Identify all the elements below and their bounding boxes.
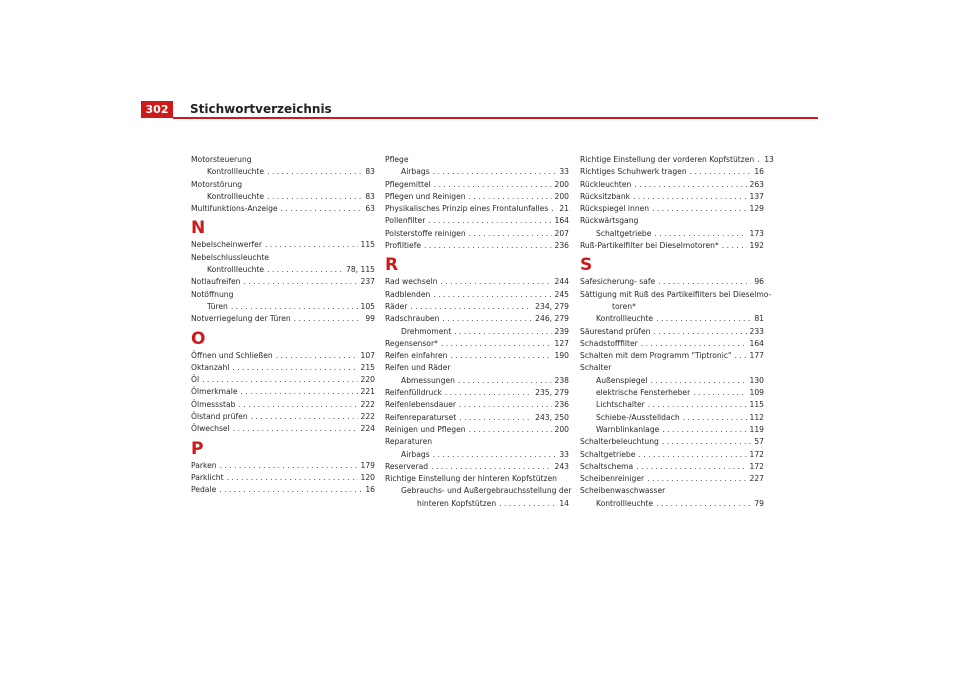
- dot-leader: [231, 301, 358, 313]
- dot-leader: [641, 338, 747, 350]
- index-subentry: [191, 264, 375, 276]
- entry-page-ref: 83: [365, 167, 375, 177]
- dot-leader: [662, 436, 751, 448]
- entry-term: Physikalisches Prinzip eines Frontalunfalles: [385, 204, 549, 214]
- entry-term: Parklicht: [191, 472, 224, 482]
- entry-term: Öl: [191, 375, 200, 385]
- entry-term: Reparaturen: [385, 437, 433, 447]
- dot-leader: [267, 191, 362, 203]
- index-entry: [580, 485, 764, 497]
- dot-leader: [658, 276, 751, 288]
- dot-leader: [233, 423, 358, 435]
- index-entry: [385, 191, 569, 203]
- index-entry: [580, 449, 764, 461]
- entry-term: Warnblinkanlage: [596, 424, 660, 434]
- dot-leader: [633, 191, 746, 203]
- entry-page-ref: 207: [554, 228, 569, 238]
- index-subentry: [385, 485, 572, 497]
- index-entry: [580, 350, 764, 362]
- dot-leader: [722, 240, 747, 252]
- index-subentry: [385, 166, 569, 178]
- index-entry: [385, 228, 569, 240]
- index-subentry: [191, 166, 375, 178]
- entry-page-ref: 172: [749, 449, 764, 459]
- dot-leader: [433, 449, 557, 461]
- entry-term: Säurestand prüfen: [580, 326, 651, 336]
- entry-page-ref: 130: [749, 375, 764, 385]
- index-subentry: [580, 313, 764, 325]
- entry-term: Scheibenwaschwasser: [580, 486, 666, 496]
- dot-leader: [652, 203, 746, 215]
- dot-leader: [424, 240, 551, 252]
- index-subentry: [191, 301, 375, 313]
- index-subentry: [580, 412, 764, 424]
- index-entry: [191, 386, 375, 398]
- entry-page-ref: 57: [754, 437, 764, 447]
- dot-leader: [638, 449, 746, 461]
- entry-page-ref: 238: [554, 375, 569, 385]
- entry-page-ref: 33: [559, 449, 569, 459]
- entry-term: Airbags: [401, 449, 430, 459]
- entry-term: Abmessungen: [401, 375, 455, 385]
- index-entry: [385, 215, 569, 227]
- entry-term: Lichtschalter: [596, 400, 645, 410]
- dot-leader: [662, 424, 746, 436]
- index-entry: [385, 240, 569, 252]
- entry-page-ref: 105: [360, 301, 375, 311]
- entry-term: Ölwechsel: [191, 424, 230, 434]
- dot-leader: [219, 484, 362, 496]
- entry-term: Scheibenreiniger: [580, 474, 645, 484]
- entry-term: Räder: [385, 301, 408, 311]
- dot-leader: [243, 276, 357, 288]
- index-entry: [580, 326, 764, 338]
- index-entry: [191, 411, 375, 423]
- entry-term: Sättigung mit Ruß des Partikelfilters bei Dieselmo-: [580, 289, 772, 299]
- index-column-1: [191, 154, 375, 497]
- entry-term: Kontrollleuchte: [207, 167, 265, 177]
- index-entry: [385, 289, 569, 301]
- page-title: Stichwortverzeichnis: [190, 102, 332, 116]
- entry-term: Reifenreparaturset: [385, 412, 457, 422]
- dot-leader: [656, 498, 751, 510]
- entry-term: Schalten mit dem Programm "Tiptronic": [580, 351, 732, 361]
- entry-page-ref: 164: [554, 216, 569, 226]
- entry-page-ref: 221: [360, 387, 375, 397]
- entry-page-ref: 83: [365, 191, 375, 201]
- entry-term: Reinigen und Pflegen: [385, 424, 466, 434]
- index-entry: [385, 179, 569, 191]
- index-subentry: [385, 375, 569, 387]
- entry-page-ref: 233: [749, 326, 764, 336]
- index-entry: [191, 423, 375, 435]
- entry-page-ref: 112: [749, 412, 764, 422]
- index-entry: [191, 374, 375, 386]
- index-entry: [191, 239, 375, 251]
- dot-leader: [735, 350, 747, 362]
- entry-term: Reifenlebensdauer: [385, 400, 456, 410]
- index-entry: [580, 215, 764, 227]
- dot-leader: [431, 461, 551, 473]
- section-letter: N: [191, 218, 206, 239]
- index-subentry: [580, 301, 764, 313]
- index-entry: [191, 399, 375, 411]
- dot-leader: [647, 473, 746, 485]
- index-entry: [385, 412, 569, 424]
- entry-page-ref: 200: [554, 424, 569, 434]
- index-subentry: [580, 387, 764, 399]
- entry-page-ref: 215: [360, 362, 375, 372]
- entry-term: Richtiges Schuhwerk tragen: [580, 167, 687, 177]
- dot-leader: [683, 412, 747, 424]
- entry-page-ref: 115: [360, 240, 375, 250]
- dot-leader: [757, 154, 761, 166]
- page-number: 302: [141, 101, 173, 118]
- entry-term: Drehmoment: [401, 326, 452, 336]
- entry-page-ref: 21: [559, 204, 569, 214]
- dot-leader: [440, 276, 551, 288]
- index-entry: [580, 179, 764, 191]
- index-entry: [191, 252, 375, 264]
- dot-leader: [634, 179, 746, 191]
- entry-page-ref: 78, 115: [346, 265, 375, 275]
- entry-page-ref: 220: [360, 375, 375, 385]
- entry-page-ref: 177: [749, 351, 764, 361]
- dot-leader: [202, 374, 357, 386]
- index-entry: [385, 301, 569, 313]
- entry-page-ref: 222: [360, 412, 375, 422]
- index-entry: [385, 203, 569, 215]
- dot-leader: [650, 375, 746, 387]
- entry-page-ref: 14: [559, 498, 569, 508]
- dot-leader: [693, 387, 746, 399]
- entry-term: Kontrollleuchte: [596, 498, 654, 508]
- entry-page-ref: 236: [554, 241, 569, 251]
- entry-page-ref: 200: [554, 179, 569, 189]
- entry-term: Rad wechseln: [385, 277, 438, 287]
- dot-leader: [450, 350, 551, 362]
- index-column-2: [385, 154, 572, 510]
- entry-term: Ruß-Partikelfilter bei Dieselmotoren*: [580, 241, 719, 251]
- entry-term: Schalter: [580, 363, 612, 373]
- index-entry: [191, 460, 375, 472]
- entry-term: Schalterbeleuchtung: [580, 437, 659, 447]
- index-entry: [191, 472, 375, 484]
- index-entry: [580, 473, 764, 485]
- index-entry: [191, 203, 375, 215]
- entry-term: toren*: [612, 301, 636, 311]
- index-entry: [191, 484, 375, 496]
- entry-page-ref: 164: [749, 338, 764, 348]
- entry-page-ref: 246, 279: [535, 314, 569, 324]
- index-entry: [385, 350, 569, 362]
- entry-term: Pflege: [385, 155, 409, 164]
- dot-leader: [433, 289, 551, 301]
- entry-page-ref: 107: [360, 350, 375, 360]
- entry-page-ref: 99: [365, 314, 375, 324]
- index-entry: [191, 276, 375, 288]
- entry-page-ref: 224: [360, 424, 375, 434]
- index-entry: [385, 276, 569, 288]
- entry-term: Rückspiegel innen: [580, 204, 650, 214]
- entry-term: Schaltgetriebe: [580, 449, 636, 459]
- entry-term: Radschrauben: [385, 314, 440, 324]
- index-entry: [385, 436, 569, 448]
- entry-term: Motorsteuerung: [191, 155, 252, 164]
- entry-term: Reserverad: [385, 461, 429, 471]
- entry-term: Pflegemittel: [385, 179, 431, 189]
- dot-leader: [469, 424, 552, 436]
- dot-leader: [276, 350, 358, 362]
- entry-term: Ölmerkmale: [191, 387, 238, 397]
- index-entry: [580, 154, 774, 166]
- entry-term: Schadstofffilter: [580, 338, 638, 348]
- entry-term: Ölstand prüfen: [191, 412, 248, 422]
- dot-leader: [459, 412, 532, 424]
- entry-term: Reifen einfahren: [385, 351, 448, 361]
- entry-term: Parken: [191, 460, 217, 470]
- entry-term: Öffnen und Schließen: [191, 350, 273, 360]
- entry-term: Pflegen und Reinigen: [385, 191, 466, 201]
- entry-term: Richtige Einstellung der vorderen Kopfstützen: [580, 155, 755, 164]
- dot-leader: [267, 166, 362, 178]
- dot-leader: [232, 362, 357, 374]
- entry-term: Gebrauchs- und Außergebrauchsstellung der: [401, 486, 572, 496]
- entry-term: Nebelschlussleuchte: [191, 252, 269, 262]
- entry-page-ref: 109: [749, 388, 764, 398]
- header-divider: [173, 117, 818, 119]
- index-subentry: [580, 399, 764, 411]
- entry-term: Notlaufreifen: [191, 277, 241, 287]
- section-letter: R: [385, 255, 399, 276]
- dot-leader: [551, 203, 556, 215]
- dot-leader: [220, 460, 358, 472]
- dot-leader: [434, 179, 552, 191]
- entry-page-ref: 33: [559, 167, 569, 177]
- entry-term: elektrische Fensterheber: [596, 388, 691, 398]
- entry-page-ref: 81: [754, 314, 764, 324]
- dot-leader: [454, 326, 551, 338]
- dot-leader: [654, 228, 746, 240]
- entry-page-ref: 227: [749, 474, 764, 484]
- entry-page-ref: 119: [749, 424, 764, 434]
- entry-term: Notöffnung: [191, 289, 234, 299]
- dot-leader: [265, 239, 358, 251]
- entry-term: Außenspiegel: [596, 375, 648, 385]
- section-letter: S: [580, 255, 593, 276]
- index-subentry: [191, 191, 375, 203]
- entry-page-ref: 236: [554, 400, 569, 410]
- index-entry: [580, 338, 764, 350]
- index-entry: [385, 313, 569, 325]
- index-entry: [385, 154, 569, 166]
- dot-leader: [227, 472, 358, 484]
- entry-term: Radblenden: [385, 289, 431, 299]
- entry-term: Airbags: [401, 167, 430, 177]
- entry-term: Pollenfilter: [385, 216, 426, 226]
- entry-page-ref: 137: [749, 191, 764, 201]
- entry-page-ref: 200: [554, 191, 569, 201]
- dot-leader: [690, 166, 752, 178]
- index-entry: [580, 203, 764, 215]
- section-letter: O: [191, 328, 206, 349]
- entry-term: Schaltgetriebe: [596, 228, 652, 238]
- entry-term: hinteren Kopfstützen: [417, 498, 497, 508]
- entry-term: Polsterstoffe reinigen: [385, 228, 466, 238]
- index-entry: [191, 350, 375, 362]
- entry-term: Rückwärtsgang: [580, 216, 639, 226]
- dot-leader: [653, 326, 746, 338]
- entry-page-ref: 16: [365, 485, 375, 495]
- entry-page-ref: 190: [554, 351, 569, 361]
- entry-term: Multifunktions-Anzeige: [191, 204, 278, 214]
- index-entry: [385, 399, 569, 411]
- entry-term: Kontrollleuchte: [596, 314, 654, 324]
- index-entry: [191, 313, 375, 325]
- index-entry: [580, 461, 764, 473]
- index-entry: [385, 424, 569, 436]
- dot-leader: [499, 498, 556, 510]
- dot-leader: [410, 301, 532, 313]
- entry-term: Kontrollleuchte: [207, 265, 265, 275]
- entry-page-ref: 243, 250: [535, 412, 569, 422]
- index-subentry: [385, 449, 569, 461]
- index-entry: [191, 289, 375, 301]
- dot-leader: [445, 387, 532, 399]
- index-entry: [385, 362, 569, 374]
- index-entry: [580, 436, 764, 448]
- entry-term: Notverriegelung der Türen: [191, 314, 291, 324]
- index-entry: [580, 166, 764, 178]
- index-entry: [385, 461, 569, 473]
- entry-page-ref: 234, 279: [535, 301, 569, 311]
- entry-term: Türen: [207, 301, 228, 311]
- entry-page-ref: 245: [554, 289, 569, 299]
- index-entry: [385, 473, 569, 485]
- index-subentry: [580, 228, 764, 240]
- entry-page-ref: 239: [554, 326, 569, 336]
- index-subentry: [385, 498, 569, 510]
- entry-term: Schiebe-/Ausstelldach: [596, 412, 680, 422]
- dot-leader: [656, 313, 751, 325]
- entry-page-ref: 192: [749, 241, 764, 251]
- entry-page-ref: 63: [365, 204, 375, 214]
- entry-page-ref: 244: [554, 277, 569, 287]
- entry-page-ref: 13: [764, 155, 774, 164]
- dot-leader: [267, 264, 343, 276]
- entry-page-ref: 127: [554, 338, 569, 348]
- entry-term: Nebelscheinwerfer: [191, 240, 262, 250]
- entry-term: Oktanzahl: [191, 362, 230, 372]
- entry-page-ref: 96: [754, 277, 764, 287]
- index-entry: [580, 276, 764, 288]
- index-subentry: [580, 498, 764, 510]
- dot-leader: [636, 461, 746, 473]
- dot-leader: [442, 313, 532, 325]
- dot-leader: [251, 411, 358, 423]
- dot-leader: [241, 386, 358, 398]
- index-entry: [580, 240, 764, 252]
- index-entry: [191, 154, 375, 166]
- dot-leader: [458, 375, 552, 387]
- entry-page-ref: 79: [754, 498, 764, 508]
- entry-page-ref: 179: [360, 460, 375, 470]
- dot-leader: [428, 215, 551, 227]
- entry-term: Reifen und Räder: [385, 363, 451, 373]
- entry-term: Schaltschema: [580, 461, 634, 471]
- index-column-3: [580, 154, 774, 510]
- section-letter: P: [191, 438, 204, 459]
- index-entry: [385, 338, 569, 350]
- index-subentry: [580, 375, 764, 387]
- entry-term: Rücksitzbank: [580, 191, 631, 201]
- dot-leader: [459, 399, 552, 411]
- entry-term: Kontrollleuchte: [207, 191, 265, 201]
- index-entry: [580, 362, 764, 374]
- entry-term: Safesicherung- safe: [580, 277, 656, 287]
- index-entry: [385, 387, 569, 399]
- entry-term: Motorstörung: [191, 179, 243, 189]
- dot-leader: [441, 338, 552, 350]
- entry-term: Rückleuchten: [580, 179, 632, 189]
- entry-page-ref: 120: [360, 472, 375, 482]
- entry-page-ref: 172: [749, 461, 764, 471]
- index-entry: [580, 191, 764, 203]
- entry-page-ref: 16: [754, 167, 764, 177]
- dot-leader: [238, 399, 357, 411]
- index-entry: [191, 179, 375, 191]
- entry-term: Reifenfülldruck: [385, 388, 442, 398]
- entry-term: Profiltiefe: [385, 241, 422, 251]
- dot-leader: [469, 191, 552, 203]
- entry-page-ref: 237: [360, 277, 375, 287]
- entry-page-ref: 115: [749, 400, 764, 410]
- index-entry: [191, 362, 375, 374]
- index-subentry: [385, 326, 569, 338]
- entry-term: Regensensor*: [385, 338, 438, 348]
- entry-term: Ölmessstab: [191, 399, 236, 409]
- entry-page-ref: 173: [749, 228, 764, 238]
- entry-page-ref: 129: [749, 204, 764, 214]
- dot-leader: [281, 203, 363, 215]
- index-subentry: [580, 424, 764, 436]
- dot-leader: [469, 228, 552, 240]
- entry-page-ref: 263: [749, 179, 764, 189]
- entry-page-ref: 243: [554, 461, 569, 471]
- index-entry: [580, 289, 772, 301]
- dot-leader: [294, 313, 363, 325]
- dot-leader: [433, 166, 557, 178]
- entry-page-ref: 235, 279: [535, 388, 569, 398]
- entry-term: Pedale: [191, 485, 217, 495]
- entry-term: Richtige Einstellung der hinteren Kopfstützen: [385, 474, 557, 484]
- dot-leader: [648, 399, 747, 411]
- entry-page-ref: 222: [360, 399, 375, 409]
